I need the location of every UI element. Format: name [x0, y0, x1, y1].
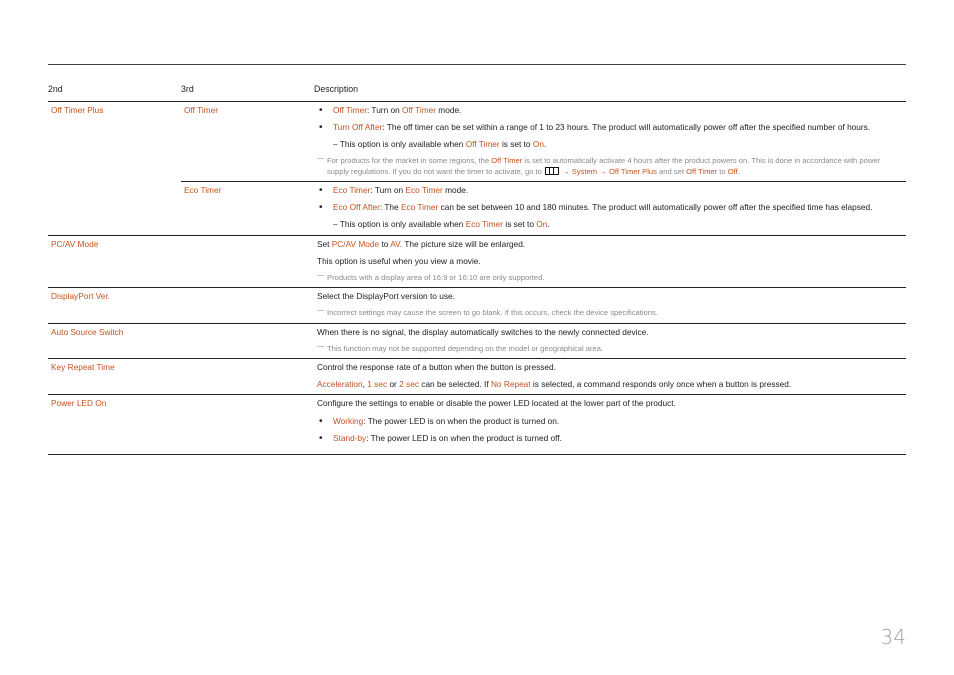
header-description: Description [314, 80, 906, 101]
header-3rd: 3rd [181, 80, 314, 101]
top-rule [48, 64, 906, 65]
row-label-eco-timer: Eco Timer [181, 181, 314, 235]
row-label-power-led-on: Power LED On [48, 395, 181, 455]
auto-source-switch-description: When there is no signal, the display automatically switches to the newly connected device. — This function may not be supported depending on the model or geographical area. [314, 323, 906, 358]
row-label-off-timer-plus: Off Timer Plus [48, 101, 181, 235]
row-label-pc-av-mode: PC/AV Mode [48, 235, 181, 288]
sub-note: – This option is only available when Eco Timer is set to On. [333, 219, 550, 230]
list-item: • Working: The power LED is on when the product is turned on. [317, 416, 902, 427]
table-header-row [48, 80, 906, 101]
menu-grid-icon [545, 167, 559, 175]
table-row [48, 323, 906, 358]
header-2nd: 2nd [48, 80, 181, 101]
row-label-displayport-ver: DisplayPort Ver. [48, 288, 181, 323]
displayport-ver-description: Select the DisplayPort version to use. — Incorrect settings may cause the screen to go blank. If this occurs, check the device specifications. [314, 288, 906, 323]
table-row [48, 395, 906, 455]
footnote: — Incorrect settings may cause the screen to go blank. If this occurs, check the device specifications. [317, 308, 902, 318]
table-row [48, 359, 906, 395]
list-item: • Off Timer: Turn on Off Timer mode. [317, 105, 902, 116]
sub-note: – This option is only available when Off Timer is set to On. [333, 139, 547, 150]
table-row [48, 288, 906, 323]
off-timer-description [314, 101, 906, 181]
page-number: 34 [880, 625, 906, 649]
footnote: — For products for the market in some regions, the Off Timer is set to automatically activate 4 hours after the product powers on. This is done in accordance with power supply regulations. If you do not want the timer to activate, go to → System → Off Timer Plus and set Off Timer to Off. [317, 156, 902, 177]
row-label-auto-source-switch: Auto Source Switch [48, 323, 181, 358]
key-repeat-time-description: Control the response rate of a button when the button is pressed. Acceleration, 1 sec or 2 sec can be selected. If No Repeat is selected, a command responds only once when a button is pressed. [314, 359, 906, 395]
row-label-off-timer: Off Timer [181, 101, 314, 181]
table-row [48, 235, 906, 288]
power-led-on-description: Configure the settings to enable or disable the power LED located at the lower part of the product. • Working: The power LED is on when the product is turned on. • Stand-by: The power LED is on when the product is turned off. [314, 395, 906, 455]
list-item: • Stand-by: The power LED is on when the product is turned off. [317, 433, 902, 444]
table-row [48, 101, 906, 181]
list-item: • Turn Off After: The off timer can be set within a range of 1 to 23 hours. The product will automatically power off after the specified number of hours. [317, 122, 902, 133]
footnote: — This function may not be supported depending on the model or geographical area. [317, 344, 902, 354]
footnote: — Products with a display area of 16:9 or 16:10 are only supported. [317, 273, 902, 283]
settings-table [48, 80, 906, 455]
row-label-key-repeat-time: Key Repeat Time [48, 359, 181, 395]
eco-timer-description [314, 181, 906, 235]
pc-av-mode-description: Set PC/AV Mode to AV. The picture size will be enlarged. This option is useful when you view a movie. — Products with a display area of 16:9 or 16:10 are only supported. [314, 235, 906, 288]
list-item: • Eco Off After: The Eco Timer can be set between 10 and 180 minutes. The product will automatically power off after the specified time has elapsed. [317, 202, 902, 213]
list-item: • Eco Timer: Turn on Eco Timer mode. [317, 185, 902, 196]
